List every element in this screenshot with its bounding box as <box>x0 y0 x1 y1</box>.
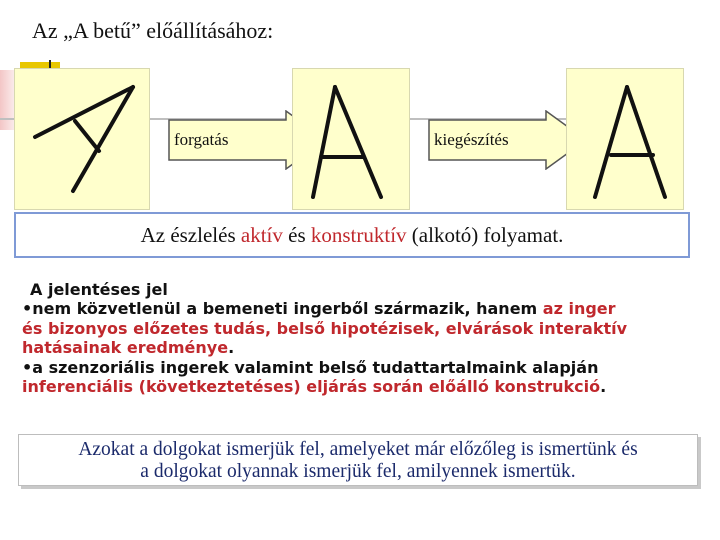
statement-word-constructive: konstruktív <box>310 223 407 247</box>
quote-line-1: Azokat a dolgokat ismerjük fel, amelyeket már előzőleg is ismertünk és <box>78 439 638 460</box>
bullet-1-text: •nem közvetlenül a bemeneti ingerből származik, hanem <box>22 299 543 319</box>
step-label: forgatás <box>174 130 229 149</box>
step-arrow-completion <box>428 110 588 170</box>
bullet-1-period: . <box>228 338 235 358</box>
completed-letter-a-icon <box>567 69 683 209</box>
statement-word-active: aktív <box>240 223 283 247</box>
bullet-2-period: . <box>600 377 607 397</box>
statement-middle: és <box>282 223 311 247</box>
rotated-letter-panel <box>14 68 150 210</box>
bullet-2-highlight: inferenciális (következtetéses) eljárás során előálló konstrukció <box>22 377 601 397</box>
upright-letter-a-icon <box>293 69 409 209</box>
section-heading: A jelentéses jel <box>30 280 168 299</box>
bullet-2-line-2 <box>22 377 698 396</box>
page-title: Az „A betű” előállításához: <box>32 18 274 43</box>
bullet-1-line-2: és bizonyos előzetes tudás, belső hipotézisek, elvárások interaktív <box>22 318 628 338</box>
bullet-2-line-1: •a szenzoriális ingerek valamint belső tudattartalmaink alapján <box>22 357 599 377</box>
quote-line-2: a dolgokat olyannak ismerjük fel, amilyennek ismertük. <box>140 461 576 482</box>
bullet-1-highlight-end: hatásainak eredménye <box>22 338 229 358</box>
perception-statement <box>14 212 690 258</box>
bullet-1-line-1 <box>22 299 698 318</box>
rotated-letter-a-icon <box>15 69 149 209</box>
upright-letter-panel <box>292 68 410 210</box>
statement-suffix: (alkotó) folyamat. <box>406 223 564 247</box>
meaningful-sign-section <box>22 280 698 396</box>
recognition-quote <box>18 434 698 486</box>
bullet-1-line-3 <box>22 338 698 357</box>
completed-letter-panel <box>566 68 684 210</box>
bullet-1-highlight: az inger <box>542 299 616 319</box>
step-label: kiegészítés <box>434 130 509 149</box>
statement-prefix: Az észlelés <box>140 223 241 247</box>
